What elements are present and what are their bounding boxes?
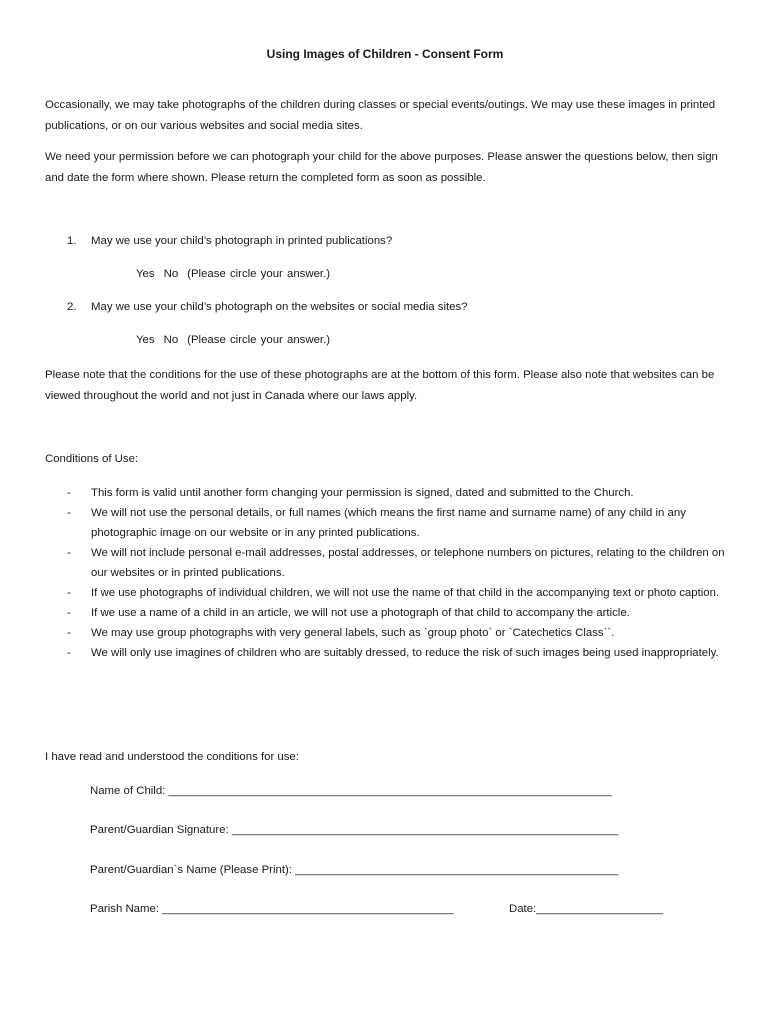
no-option[interactable]: No: [163, 334, 179, 346]
answer-options-1: [136, 268, 339, 280]
note-paragraph: Please note that the conditions for the use of these photographs are at the bottom of this form. Please also note that websites can be viewed throughout the world and not just in Canada where our laws apply.: [45, 369, 715, 402]
question-1: [67, 235, 392, 247]
question-2: [67, 301, 468, 313]
question-number: 2.: [67, 301, 77, 313]
bullet-dash: -: [67, 587, 71, 599]
child-name-field[interactable]: Name of Child: ______________________________________________________________________: [90, 785, 612, 797]
list-item: - We may use group photographs with very general labels, such as `group photo` or `Catechetics Class``.: [67, 623, 737, 643]
yes-option[interactable]: Yes: [136, 268, 155, 280]
answer-hint: (Please circle your answer.): [187, 334, 331, 346]
intro-paragraph-2: We need your permission before we can photograph your child for the above purposes. Please answer the questions below, then sign and date the form where shown. Please return the completed form as soon as possible.: [45, 151, 718, 184]
parish-name-field[interactable]: Parish Name: ______________________________________________: [90, 903, 454, 915]
bullet-dash: -: [67, 547, 71, 559]
bullet-dash: -: [67, 607, 71, 619]
acknowledge-statement: I have read and understood the conditions for use:: [45, 751, 299, 763]
question-number: 1.: [67, 235, 77, 247]
conditions-list: [67, 483, 737, 663]
signature-field[interactable]: Parent/Guardian Signature: _____________________________________________________________: [90, 824, 619, 836]
bullet-dash: -: [67, 487, 71, 499]
guardian-name-field[interactable]: Parent/Guardian`s Name (Please Print): ___________________________________________________: [90, 864, 619, 876]
question-text: May we use your child’s photograph in printed publications?: [91, 235, 393, 247]
bullet-dash: -: [67, 647, 71, 659]
list-item: - This form is valid until another form changing your permission is signed, dated and submitted to the Church.: [67, 483, 737, 503]
list-item: - If we use a name of a child in an article, we will not use a photograph of that child to accompany the article.: [67, 603, 737, 623]
page-title: Using Images of Children - Consent Form: [266, 47, 504, 61]
bullet-dash: -: [67, 507, 71, 519]
conditions-heading: Conditions of Use:: [45, 453, 139, 465]
list-item: - We will only use imagines of children who are suitably dressed, to reduce the risk of such images being used inappropriately.: [67, 643, 737, 663]
answer-options-2: [136, 334, 339, 346]
date-field[interactable]: Date:____________________: [509, 903, 663, 915]
yes-option[interactable]: Yes: [136, 334, 155, 346]
answer-hint: (Please circle your answer.): [187, 268, 331, 280]
bullet-dash: -: [67, 627, 71, 639]
list-item: - If we use photographs of individual children, we will not use the name of that child in the accompanying text or photo caption.: [67, 583, 737, 603]
intro-paragraph-1: Occasionally, we may take photographs of the children during classes or special events/outings. We may use these images in printed publications, or on our various websites and social media sites.: [45, 99, 716, 132]
no-option[interactable]: No: [163, 268, 179, 280]
list-item: - We will not include personal e-mail addresses, postal addresses, or telephone numbers on pictures, relating to the children on our websites or in printed publications.: [67, 543, 737, 583]
question-text: May we use your child’s photograph on the websites or social media sites?: [91, 301, 468, 313]
list-item: - We will not use the personal details, or full names (which means the first name and surname name) of any child in any photographic image on our website or in any printed publications.: [67, 503, 737, 543]
